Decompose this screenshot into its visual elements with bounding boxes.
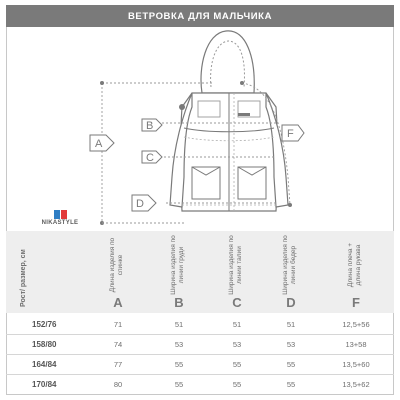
column-header-d: Ширина изделия по линии бедер D: [282, 235, 297, 310]
measure-label-a: A: [95, 138, 103, 150]
brand-logo: [34, 210, 86, 226]
jacket-drawing: [6, 27, 394, 230]
size-table: [6, 231, 394, 395]
measure-label-b: B: [146, 120, 154, 132]
row-header-title: Рост/ размер, см: [20, 249, 27, 307]
jacket-illustration: [6, 27, 394, 230]
column-header-a: Длина изделия по спинке A: [109, 237, 124, 310]
nikastyle-icon: [34, 210, 86, 219]
measure-label-d: D: [136, 198, 144, 210]
table-row: 152/76 71 51 51 51 12,5+56: [6, 315, 394, 335]
page-title: ВЕТРОВКА ДЛЯ МАЛЬЧИКА: [127, 10, 273, 22]
measure-label-c: C: [146, 152, 154, 164]
column-header-c: Ширина изделия по линии талии C: [228, 235, 243, 310]
measure-label-f: F: [287, 128, 294, 140]
column-header-b: Ширина изделия по линии груди B: [170, 235, 185, 310]
brand-name: NIKASTYLE: [41, 220, 79, 226]
table-row: 158/80 74 53 53 53 13+58: [6, 335, 394, 355]
column-header-f: Длина плеча + длина рукава F: [347, 242, 362, 310]
table-row: 164/84 77 55 55 55 13,5+60: [6, 355, 394, 375]
table-row: 170/84 80 55 55 55 13,5+62: [32, 380, 370, 389]
title-bar: [6, 5, 394, 27]
table-header: [6, 231, 394, 313]
